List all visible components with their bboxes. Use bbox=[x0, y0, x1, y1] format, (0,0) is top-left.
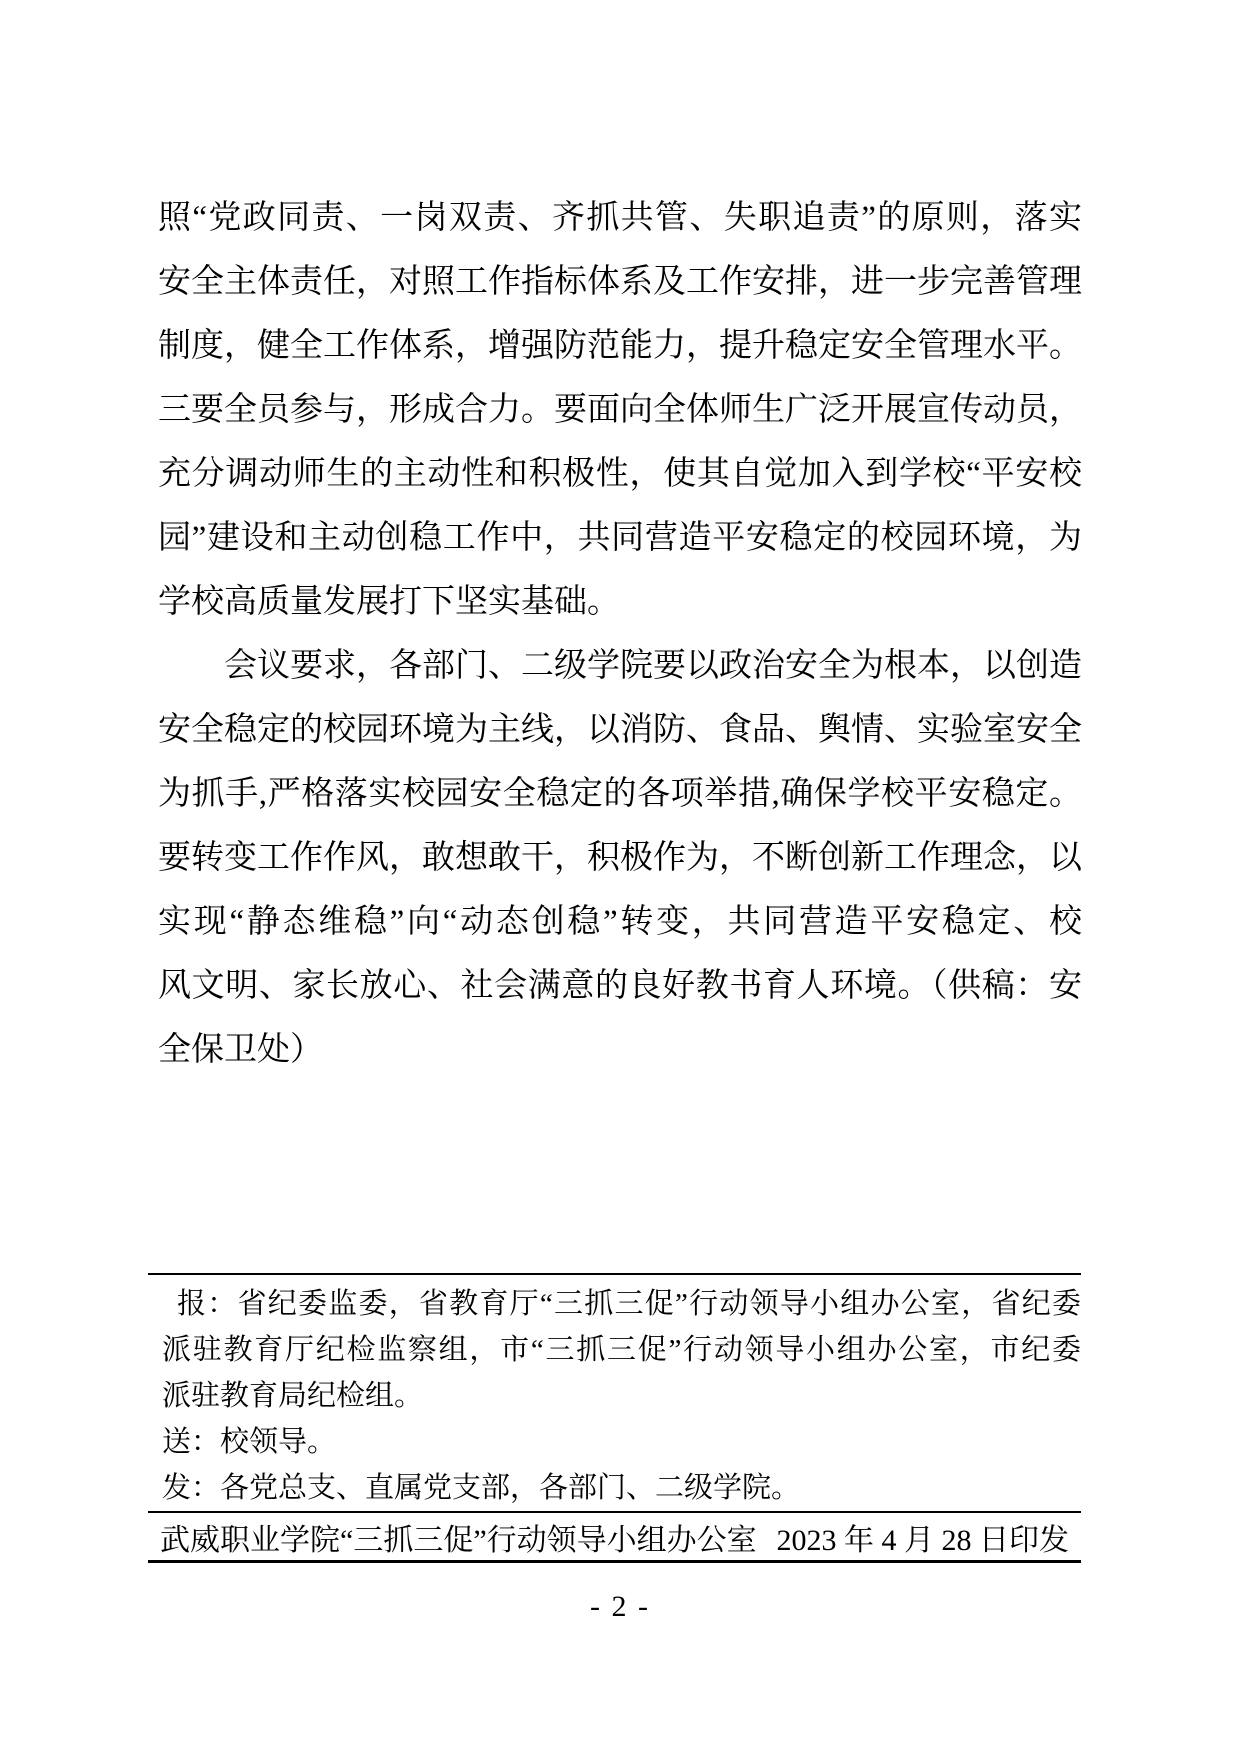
issuer-row bbox=[148, 1511, 1081, 1563]
body-text-line: 会议要求，各部门、二级学院要以政治安全为根本，以创造 bbox=[224, 648, 1082, 684]
distribution-note-line: 派驻教育厅纪检监察组，市“三抓三促”行动领导小组办公室，市纪委 bbox=[162, 1334, 1081, 1366]
body-text bbox=[158, 186, 1082, 1082]
body-text-line: 风文明、家长放心、社会满意的良好教书育人环境。（供稿：安 bbox=[158, 968, 1082, 1004]
distribution-note-line: 派驻教育局纪检组。 bbox=[162, 1380, 424, 1412]
body-text-line: 园”建设和主动创稳工作中，共同营造平安稳定的校园环境，为 bbox=[158, 520, 1082, 556]
body-text-line: 三要全员参与，形成合力。要面向全体师生广泛开展宣传动员， bbox=[158, 392, 1082, 428]
distribution-note-line: 送：校领导。 bbox=[162, 1426, 337, 1458]
distribution-note-line: 报：省纪委监委，省教育厅“三抓三促”行动领导小组办公室，省纪委 bbox=[177, 1288, 1081, 1320]
body-text-line: 实现“静态维稳”向“动态创稳”转变，共同营造平安稳定、校 bbox=[158, 904, 1082, 940]
body-text-line: 照“党政同责、一岗双责、齐抓共管、失职追责”的原则，落实 bbox=[158, 200, 1082, 236]
body-text-line: 为抓手,严格落实校园安全稳定的各项举措,确保学校平安稳定。 bbox=[158, 776, 1082, 812]
page-number: - 2 - bbox=[590, 1590, 650, 1623]
body-text-line: 安全稳定的校园环境为主线，以消防、食品、舆情、实验室安全 bbox=[158, 712, 1082, 748]
body-text-line: 制度，健全工作体系，增强防范能力，提升稳定安全管理水平。 bbox=[158, 328, 1082, 364]
issuer-date: 2023 年 4 月 28 日印发 bbox=[776, 1523, 1069, 1557]
body-text-line: 充分调动师生的主动性和积极性，使其自觉加入到学校“平安校 bbox=[158, 456, 1082, 492]
body-text-line: 要转变工作作风，敢想敢干，积极作为，不断创新工作理念，以 bbox=[158, 840, 1082, 876]
body-text-line: 全保卫处） bbox=[158, 1032, 323, 1068]
issuer-office: 武威职业学院“三抓三促”行动领导小组办公室 bbox=[160, 1523, 757, 1557]
footer-distribution-notes bbox=[148, 1273, 1081, 1511]
body-text-line: 学校高质量发展打下坚实基础。 bbox=[158, 584, 620, 620]
body-text-line: 安全主体责任，对照工作指标体系及工作安排，进一步完善管理 bbox=[158, 264, 1082, 300]
distribution-note-line: 发：各党总支、直属党支部，各部门、二级学院。 bbox=[162, 1472, 801, 1504]
